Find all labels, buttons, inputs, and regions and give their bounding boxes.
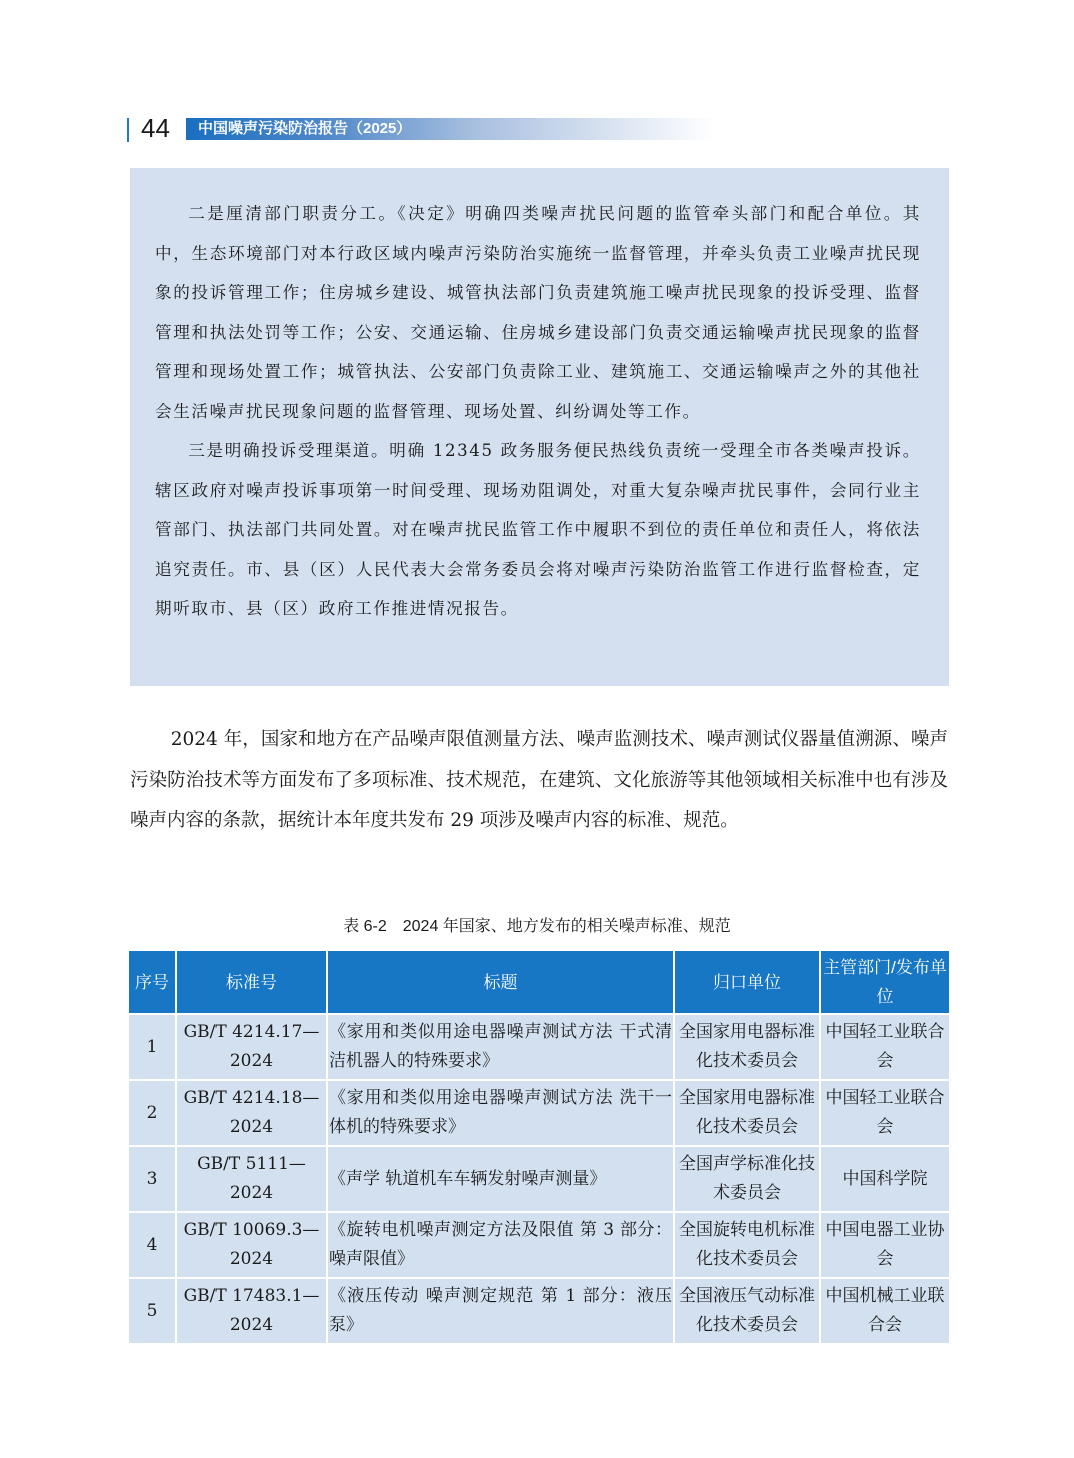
cell-code: GB/T 17483.1—2024 — [176, 1278, 327, 1344]
cell-code: GB/T 4214.17—2024 — [176, 1014, 327, 1080]
cell-code: GB/T 10069.3—2024 — [176, 1212, 327, 1278]
cell-unit: 全国旋转电机标准化技术委员会 — [674, 1212, 820, 1278]
header-accent-bar — [127, 118, 129, 142]
table-header-row — [128, 950, 950, 1014]
cell-dept: 中国电器工业协会 — [820, 1212, 950, 1278]
standards-table — [127, 949, 951, 1345]
cell-no: 1 — [128, 1014, 176, 1080]
cell-dept: 中国机械工业联合会 — [820, 1278, 950, 1344]
highlight-box — [130, 168, 949, 686]
cell-unit: 全国液压气动标准化技术委员会 — [674, 1278, 820, 1344]
cell-code: GB/T 4214.18—2024 — [176, 1080, 327, 1146]
header-dept: 主管部门/发布单位 — [820, 950, 950, 1014]
page-number: 44 — [141, 113, 170, 143]
cell-unit: 全国家用电器标准化技术委员会 — [674, 1014, 820, 1080]
cell-no: 5 — [128, 1278, 176, 1344]
table-caption: 表 6-2 2024 年国家、地方发布的相关噪声标准、规范 — [343, 918, 731, 935]
header-code: 标准号 — [176, 950, 327, 1014]
body-paragraph: 2024 年，国家和地方在产品噪声限值测量方法、噪声监测技术、噪声测试仪器量值溯源、噪声污染防治技术等方面发布了多项标准、技术规范，在建筑、文化旅游等其他领域相关标准中也有涉及噪声内容的条款，据统计本年度共发布 29 项涉及噪声内容的标准、规范。 — [130, 729, 948, 831]
cell-title: 《家用和类似用途电器噪声测试方法 洗干一体机的特殊要求》 — [327, 1080, 674, 1146]
box-paragraph: 二是厘清部门职责分工。《决定》明确四类噪声扰民问题的监管牵头部门和配合单位。其中，生态环境部门对本行政区域内噪声污染防治实施统一监督管理，并牵头负责工业噪声扰民现象的投诉管理工作；住房城乡建设、城管执法部门负责建筑施工噪声扰民现象的投诉受理、监督管理和执法处罚等工作；公安、交通运输、住房城乡建设部门负责交通运输噪声扰民现象的监督管理和现场处置工作；城管执法、公安部门负责除工业、建筑施工、交通运输噪声之外的其他社会生活噪声扰民现象问题的监督管理、现场处置、纠纷调处等工作。 — [155, 204, 921, 421]
cell-dept: 中国科学院 — [820, 1146, 950, 1212]
page-header — [127, 113, 727, 143]
cell-dept: 中国轻工业联合会 — [820, 1014, 950, 1080]
book-title: 中国噪声污染防治报告（2025） — [186, 118, 716, 140]
table-row — [128, 1146, 950, 1212]
header-title: 标题 — [327, 950, 674, 1014]
cell-title: 《旋转电机噪声测定方法及限值 第 3 部分：噪声限值》 — [327, 1212, 674, 1278]
header-unit: 归口单位 — [674, 950, 820, 1014]
box-paragraph: 三是明确投诉受理渠道。明确 12345 政务服务便民热线负责统一受理全市各类噪声投诉。辖区政府对噪声投诉事项第一时间受理、现场劝阻调处，对重大复杂噪声扰民事件，会同行业主管部门、执法部门共同处置。对在噪声扰民监管工作中履职不到位的责任单位和责任人，将依法追究责任。市、县（区）人民代表大会常务委员会将对噪声污染防治监管工作进行监督检查，定期听取市、县（区）政府工作推进情况报告。 — [155, 441, 921, 618]
cell-no: 4 — [128, 1212, 176, 1278]
table-row — [128, 1212, 950, 1278]
cell-unit: 全国声学标准化技术委员会 — [674, 1146, 820, 1212]
cell-unit: 全国家用电器标准化技术委员会 — [674, 1080, 820, 1146]
cell-dept: 中国轻工业联合会 — [820, 1080, 950, 1146]
cell-title: 《声学 轨道机车车辆发射噪声测量》 — [327, 1146, 674, 1212]
body-text — [130, 720, 948, 842]
table-row — [128, 1080, 950, 1146]
cell-no: 3 — [128, 1146, 176, 1212]
cell-code: GB/T 5111—2024 — [176, 1146, 327, 1212]
table-row — [128, 1278, 950, 1344]
cell-no: 2 — [128, 1080, 176, 1146]
cell-title: 《家用和类似用途电器噪声测试方法 干式清洁机器人的特殊要求》 — [327, 1014, 674, 1080]
header-no: 序号 — [128, 950, 176, 1014]
cell-title: 《液压传动 噪声测定规范 第 1 部分：液压泵》 — [327, 1278, 674, 1344]
table-row — [128, 1014, 950, 1080]
